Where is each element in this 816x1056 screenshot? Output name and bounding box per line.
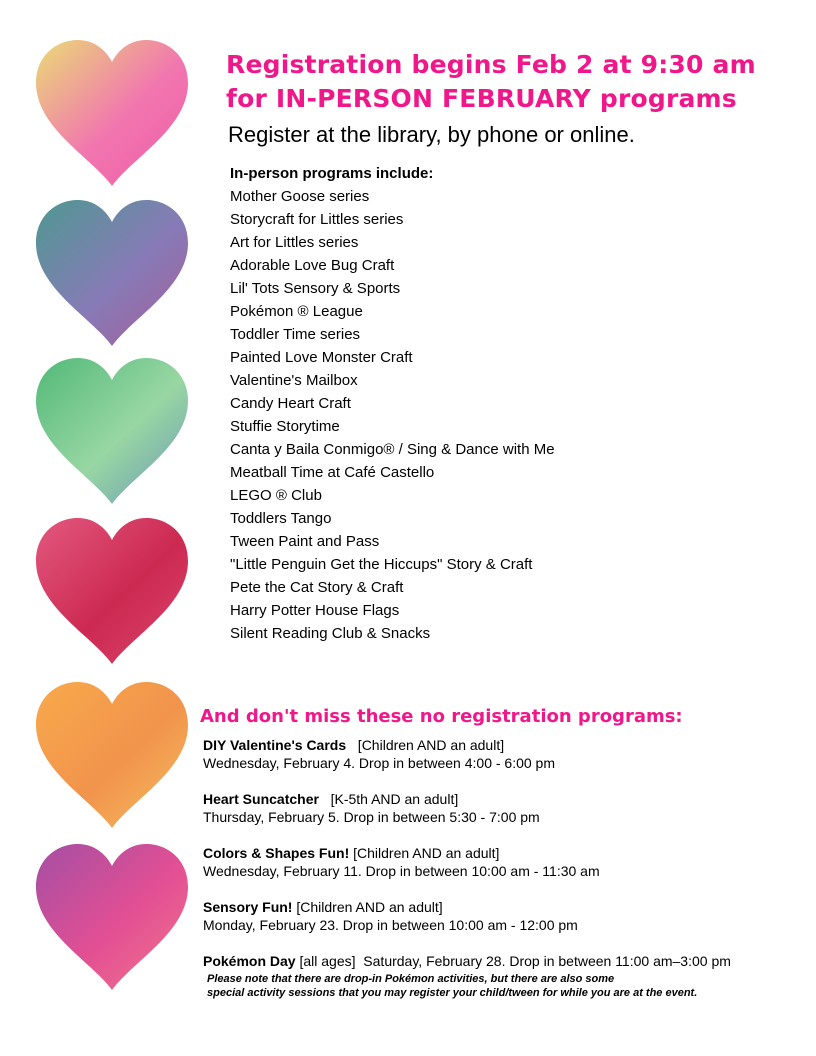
- event: [203, 736, 731, 772]
- event-audience: [K-5th AND an adult]: [318, 791, 459, 807]
- event: [203, 844, 731, 880]
- program-item: Candy Heart Craft: [230, 395, 351, 412]
- program-item: Canta y Baila Conmigo® / Sing & Dance with Me: [230, 441, 555, 458]
- event-when: Saturday, February 28. Drop in between 11:00 am–3:00 pm: [355, 953, 731, 969]
- subtitle: Register at the library, by phone or online.: [228, 122, 635, 147]
- program-item: Mother Goose series: [230, 188, 370, 205]
- event-audience: [all ages]: [295, 953, 356, 969]
- program-list-heading: In-person programs include:: [230, 165, 434, 182]
- program-item: Stuffie Storytime: [230, 418, 340, 435]
- pokemon-note: [203, 972, 731, 1000]
- event: [203, 898, 731, 934]
- event-name: Colors & Shapes Fun!: [203, 845, 350, 861]
- event-name: Heart Suncatcher: [203, 791, 319, 807]
- event-audience: [Children AND an adult]: [292, 899, 443, 915]
- program-item: Storycraft for Littles series: [230, 211, 404, 228]
- program-item: Harry Potter House Flags: [230, 602, 400, 619]
- event-when: Monday, February 23. Drop in between 10:00 am - 12:00 pm: [203, 917, 578, 933]
- program-item: Toddler Time series: [230, 326, 361, 343]
- heart-decoration-icon: [32, 516, 192, 666]
- event-when: Wednesday, February 11. Drop in between 10:00 am - 11:30 am: [203, 863, 600, 879]
- event-audience: [Children AND an adult]: [349, 845, 500, 861]
- program-item: Meatball Time at Café Castello: [230, 464, 435, 481]
- event-when: Wednesday, February 4. Drop in between 4:00 - 6:00 pm: [203, 755, 556, 771]
- event-name: DIY Valentine's Cards: [203, 737, 347, 753]
- note-line-2: special activity sessions that you may register your child/tween for while you are at the event.: [207, 987, 698, 999]
- heart-decoration-icon: [32, 38, 192, 188]
- title-line-2: for IN-PERSON FEBRUARY programs: [226, 84, 737, 113]
- title-line-1: Registration begins Feb 2 at 9:30 am: [226, 50, 756, 79]
- heart-decoration-icon: [32, 842, 192, 992]
- heart-decoration-icon: [32, 680, 192, 830]
- event-when: Thursday, February 5. Drop in between 5:30 - 7:00 pm: [203, 809, 540, 825]
- event: [203, 790, 731, 826]
- program-item: Pete the Cat Story & Craft: [230, 579, 404, 596]
- program-item: Painted Love Monster Craft: [230, 349, 413, 366]
- program-item: LEGO ® Club: [230, 487, 322, 504]
- heart-decoration-icon: [32, 198, 192, 348]
- event-name: Sensory Fun!: [203, 899, 293, 915]
- program-item: Pokémon ® League: [230, 303, 363, 320]
- program-item: Silent Reading Club & Snacks: [230, 625, 431, 642]
- program-item: Lil' Tots Sensory & Sports: [230, 280, 401, 297]
- program-item: Art for Littles series: [230, 234, 359, 251]
- note-line-1: Please note that there are drop-in Pokémon activities, but there are also some: [207, 973, 615, 985]
- program-list: [230, 162, 555, 645]
- program-item: "Little Penguin Get the Hiccups" Story & Craft: [230, 556, 533, 573]
- page-title: [226, 48, 756, 116]
- dropin-heading: And don't miss these no registration programs:: [200, 706, 683, 727]
- event-audience: [Children AND an adult]: [346, 737, 505, 753]
- heart-decoration-icon: [32, 356, 192, 506]
- program-item: Adorable Love Bug Craft: [230, 257, 395, 274]
- event-pokemon-day: [203, 952, 731, 970]
- program-item: Tween Paint and Pass: [230, 533, 380, 550]
- program-item: Valentine's Mailbox: [230, 372, 358, 389]
- event-name: Pokémon Day: [203, 953, 296, 969]
- dropin-events: [203, 736, 731, 1000]
- program-item: Toddlers Tango: [230, 510, 332, 527]
